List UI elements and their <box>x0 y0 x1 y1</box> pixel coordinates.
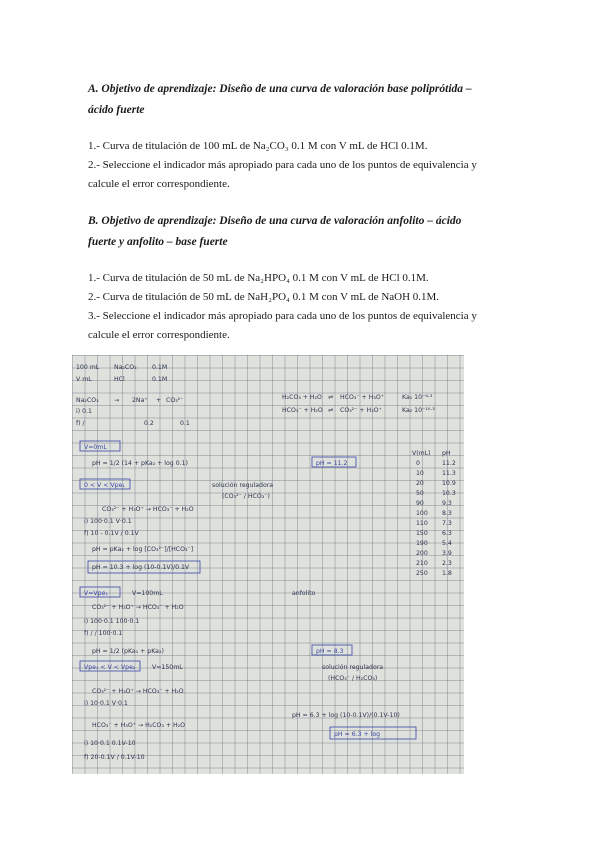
svg-text:i) 10·0.1 0.1V-10: i) 10·0.1 0.1V-10 <box>84 740 136 747</box>
note-ph-result-1: pH = 11.2 <box>316 460 348 467</box>
svg-text:f) 10 - 0.1V / 0.1V: f) 10 - 0.1V / 0.1V <box>84 530 139 537</box>
note-diss-1: Na₂CO₃ <box>76 397 99 404</box>
note-hcl: HCl <box>114 376 125 383</box>
table-v: 150 <box>416 530 428 537</box>
section-b-item-3-cont: calcule el error correspondiente. <box>88 329 230 341</box>
table-v: 0 <box>416 460 420 467</box>
table-ph: 6.3 <box>442 530 452 537</box>
table-v: 90 <box>416 500 424 507</box>
table-ph: 11.3 <box>442 470 456 477</box>
table-v: 50 <box>416 490 424 497</box>
note-diss-plus: + <box>156 397 162 404</box>
svg-text:i) 100·0.1 100·0.1: i) 100·0.1 100·0.1 <box>84 618 140 625</box>
note-volume: 100 mL <box>76 364 100 371</box>
note-table-header-v: V(mL) <box>412 450 431 457</box>
table-v: 250 <box>416 570 428 577</box>
note-table-header-ph: pH <box>442 450 451 457</box>
note-v0: V=0mL <box>84 444 107 451</box>
note-eq1-arrow: ⇌ <box>328 394 334 401</box>
note-diss-3: CO₃²⁻ <box>166 397 184 404</box>
section-b-heading: B. Objetivo de aprendizaje: Diseño de una curva de valoración anfolito – ácido fuerte y anfolito – base fuerte <box>88 215 462 248</box>
note-pe1: V=Vpe₁ <box>84 590 108 597</box>
svg-text:0.1: 0.1 <box>180 420 190 427</box>
note-ph-result-2: pH = 8.3 <box>316 648 344 655</box>
note-eq2-right: CO₃²⁻ + H₃O⁺ <box>340 407 382 414</box>
note-na2co3: Na₂CO₃ <box>114 364 137 371</box>
section-a-item-2: 2.- Seleccione el indicador más apropiado para cada uno de los puntos de equivalencia y <box>88 159 477 171</box>
note-diss-2: 2Na⁺ <box>132 397 148 404</box>
table-ph: 9.3 <box>442 500 452 507</box>
svg-text:(HCO₃⁻ / H₂CO₃): (HCO₃⁻ / H₂CO₃) <box>328 675 378 682</box>
svg-text:i) 0.1: i) 0.1 <box>76 408 92 415</box>
note-eq1-right: HCO₃⁻ + H₃O⁺ <box>340 394 384 401</box>
svg-text:pH = 6.3 + log: pH = 6.3 + log <box>334 731 381 738</box>
note-buffer-range: 0 < V < Vpe₁ <box>84 482 125 489</box>
section-b-item-3: 3.- Seleccione el indicador más apropiado para cada uno de los puntos de equivalencia y <box>88 310 477 322</box>
table-ph: 7.3 <box>442 520 452 527</box>
table-ph: 5.4 <box>442 540 452 547</box>
svg-text:CO₃²⁻ + H₃O⁺ → HCO₃⁻ + H₂O: CO₃²⁻ + H₃O⁺ → HCO₃⁻ + H₂O <box>92 688 184 695</box>
table-v: 210 <box>416 560 428 567</box>
note-ph-formula-2: pH = 1/2 (pKa₁ + pKa₂) <box>92 648 164 655</box>
section-a-item-2-cont: calcule el error correspondiente. <box>88 178 230 190</box>
svg-text:pH = 10.3 + log (10-0.1V)/0.1V: pH = 10.3 + log (10-0.1V)/0.1V <box>92 564 190 571</box>
svg-text:HCO₃⁻ + H₃O⁺ → H₂CO₃ + H₂O: HCO₃⁻ + H₃O⁺ → H₂CO₃ + H₂O <box>92 722 186 729</box>
table-v: 110 <box>416 520 428 527</box>
note-diss-arrow: → <box>114 397 120 404</box>
note-eq2-arrow: ⇌ <box>328 407 334 414</box>
table-ph: 2.3 <box>442 560 452 567</box>
table-ph: 10.9 <box>442 480 456 487</box>
svg-text:i) 10·0.1 V·0.1: i) 10·0.1 V·0.1 <box>84 700 128 707</box>
section-b-item-2: 2.- Curva de titulación de 50 mL de NaH₂PO₄ 0.1 M con V mL de NaOH 0.1M. <box>88 291 440 303</box>
note-eq2-left: HCO₃⁻ + H₂O <box>282 407 323 414</box>
section-a-item-1: 1.- Curva de titulación de 100 mL de Na₂CO₃ 0.1 M con V mL de HCl 0.1M. <box>88 140 428 152</box>
note-ka1: Ka₁ 10⁻⁶·³ <box>402 394 433 401</box>
svg-text:CO₃²⁻ + H₃O⁺ → HCO₃⁻ + H₂O: CO₃²⁻ + H₃O⁺ → HCO₃⁻ + H₂O <box>92 604 184 611</box>
table-ph: 1.8 <box>442 570 452 577</box>
table-ph: 3.9 <box>442 550 452 557</box>
table-v: 100 <box>416 510 428 517</box>
svg-text:0.2: 0.2 <box>144 420 154 427</box>
note-ka2: Ka₂ 10⁻¹⁰·³ <box>402 407 435 414</box>
note-buffer2-volume: V=150mL <box>152 664 183 671</box>
svg-text:f) 20-0.1V / 0.1V-10: f) 20-0.1V / 0.1V-10 <box>84 754 145 761</box>
table-ph: 10.3 <box>442 490 456 497</box>
svg-text:CO₃²⁻ + H₃O⁺ → HCO₃⁻ + H₂O: CO₃²⁻ + H₃O⁺ → HCO₃⁻ + H₂O <box>102 506 194 513</box>
handwritten-notes <box>72 355 464 774</box>
note-pe1-volume: V=100mL <box>132 590 163 597</box>
svg-text:i) 100·0.1 V·0.1: i) 100·0.1 V·0.1 <box>84 518 132 525</box>
note-ph-formula-1: pH = 1/2 (14 + pKa₂ + log 0.1) <box>92 460 188 467</box>
note-vml: V mL <box>76 376 92 383</box>
table-v: 10 <box>416 470 424 477</box>
table-v: 200 <box>416 550 428 557</box>
table-ph: 8.3 <box>442 510 452 517</box>
note-anfolito: anfolito <box>292 590 316 597</box>
table-v: 20 <box>416 480 424 487</box>
svg-text:f) /: f) / <box>76 420 85 427</box>
note-conc: 0.1M <box>152 364 168 371</box>
table-ph: 11.2 <box>442 460 456 467</box>
note-conc-2: 0.1M <box>152 376 168 383</box>
note-buffer-label: solución reguladora <box>212 482 274 489</box>
svg-text:pH = 6.3 + log (10-0.1V)/(0.1V: pH = 6.3 + log (10-0.1V)/(0.1V-10) <box>292 712 400 719</box>
svg-text:pH = pKa₂ + log [CO₃²⁻]/[HCO₃⁻: pH = pKa₂ + log [CO₃²⁻]/[HCO₃⁻] <box>92 546 194 553</box>
note-buffer2-range: Vpe₁ < V < Vpe₂ <box>84 664 136 671</box>
svg-text:solución reguladora: solución reguladora <box>322 664 384 671</box>
section-b-item-1: 1.- Curva de titulación de 50 mL de Na₂HPO₄ 0.1 M con V mL de HCl 0.1M. <box>88 272 429 284</box>
note-buffer-pair: (CO₃²⁻ / HCO₃⁻) <box>222 493 270 500</box>
table-v: 190 <box>416 540 428 547</box>
section-a-heading: A. Objetivo de aprendizaje: Diseño de una curva de valoración base poliprótida – ácido fuerte <box>88 83 472 116</box>
note-eq1-left: H₂CO₃ + H₂O <box>282 394 322 401</box>
svg-text:f) / / 100·0.1: f) / / 100·0.1 <box>84 630 123 637</box>
handwritten-notes-photo <box>72 355 464 774</box>
